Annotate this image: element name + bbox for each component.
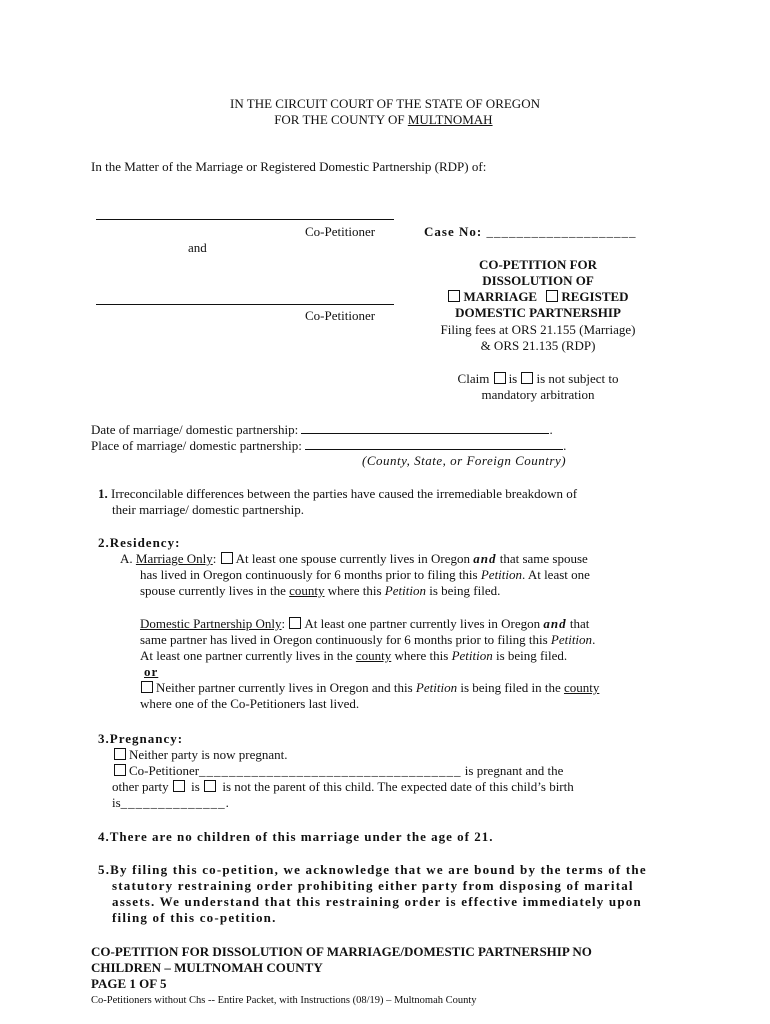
claim-is-not-checkbox[interactable] [521, 372, 533, 384]
section-3-title: 3.Pregnancy: [98, 731, 184, 746]
co-petitioner-1-line[interactable] [96, 205, 394, 220]
place-hint: (County, State, or Foreign Country) [362, 453, 567, 468]
footer-title [91, 944, 592, 992]
place-of-marriage-field[interactable] [305, 437, 563, 450]
section-4: 4.There are no children of this marriage under the age of 21. [98, 829, 494, 844]
residency-marriage-checkbox[interactable] [221, 552, 233, 564]
section-1: 1. Irreconcilable differences between the parties have caused the irremediable breakdown of [98, 486, 578, 501]
pregnancy-parent-line: other party is is not the parent of this child. The expected date of this child’s birth [112, 779, 574, 794]
expected-birth-date-field[interactable]: ______________ [120, 795, 226, 810]
date-of-marriage: Date of marriage/ domestic partnership: . [91, 422, 553, 437]
residency-rdp-line-1: Domestic Partnership Only: At least one partner currently lives in Oregon and that [140, 616, 590, 631]
pregnancy-option-1: Neither party is now pregnant. [113, 747, 287, 763]
is-parent-checkbox[interactable] [173, 780, 185, 792]
claim-is-checkbox[interactable] [494, 372, 506, 384]
footer-note: Co-Petitioners without Chs -- Entire Packet, with Instructions (08/19) – Multnomah County [91, 995, 477, 1006]
section-5-line-2: statutory restraining order prohibiting either party from disposing of marital [112, 878, 634, 893]
footer-title-line-2: CHILDREN – MULTNOMAH COUNTY [91, 960, 323, 975]
filing-fees [425, 322, 651, 354]
neither-pregnant-checkbox[interactable] [114, 748, 126, 760]
title-line-4: DOMESTIC PARTNERSHIP [455, 305, 621, 320]
registed-checkbox[interactable] [546, 290, 558, 302]
footer-title-line-1: CO-PETITION FOR DISSOLUTION OF MARRIAGE/DOMESTIC PARTNERSHIP NO [91, 944, 592, 959]
section-1-line-2: their marriage/ domestic partnership. [112, 502, 305, 517]
residency-rdp-line-3: At least one partner currently lives in the county where this Petition is being filed. [140, 648, 568, 663]
page-number: PAGE 1 OF 5 [91, 976, 167, 991]
is-not-parent-checkbox[interactable] [204, 780, 216, 792]
court-heading [0, 96, 770, 128]
claim-line-2: mandatory arbitration [481, 387, 595, 402]
residency-marriage-line-2: has lived in Oregon continuously for 6 months prior to filing this Petition. At least one [140, 567, 590, 582]
case-no: Case No: ____________________ [424, 224, 637, 239]
document-title [425, 257, 651, 321]
co-petitioner-1-label: Co-Petitioner [305, 224, 376, 239]
case-no-field[interactable]: ____________________ [486, 224, 637, 239]
pregnancy-option-2: Co-Petitioner___________________________________ is pregnant and the [113, 763, 563, 779]
marriage-checkbox[interactable] [448, 290, 460, 302]
place-of-marriage: Place of marriage/ domestic partnership: . [91, 438, 567, 453]
and-label: and [188, 240, 207, 255]
section-5-line-4: filing of this co-petition. [112, 910, 277, 925]
fees-line-2: & ORS 21.135 (RDP) [480, 338, 596, 353]
or-label: or [144, 664, 159, 679]
date-of-marriage-field[interactable] [301, 421, 549, 434]
court-line-1: IN THE CIRCUIT COURT OF THE STATE OF OREGON [230, 96, 540, 111]
section-5-line-3: assets. We understand that this restraining order is effective immediately upon [112, 894, 642, 909]
section-5-line-1: 5.By filing this co-petition, we acknowledge that we are bound by the terms of the [98, 862, 647, 877]
section-2-title: 2.Residency: [98, 535, 181, 550]
residency-marriage-line-1: A. Marriage Only: At least one spouse currently lives in Oregon and that same spouse [120, 551, 588, 566]
court-line-2: FOR THE COUNTY OF MULTNOMAH [274, 112, 493, 127]
title-type-options: MARRIAGE REGISTED [425, 289, 651, 305]
matter-line: In the Matter of the Marriage or Registered Domestic Partnership (RDP) of: [91, 159, 487, 174]
residency-rdp-checkbox[interactable] [289, 617, 301, 629]
co-petitioner-2-line[interactable] [96, 290, 394, 305]
arbitration-claim: Claim is is not subject to mandatory arbitration [425, 371, 651, 403]
residency-neither-line-1: Neither partner currently lives in Oregon and this Petition is being filed in the county [140, 680, 599, 696]
county-name: MULTNOMAH [407, 112, 493, 127]
residency-neither-checkbox[interactable] [141, 681, 153, 693]
title-line-1: CO-PETITION FOR [478, 257, 598, 272]
co-petitioner-2-label: Co-Petitioner [305, 308, 376, 323]
pregnancy-date-line: is______________. [112, 795, 229, 810]
co-petitioner-pregnant-checkbox[interactable] [114, 764, 126, 776]
residency-rdp-line-2: same partner has lived in Oregon continuously for 6 months prior to filing this Petition. [140, 632, 596, 647]
title-line-2: DISSOLUTION OF [482, 273, 594, 288]
residency-neither-line-2: where one of the Co-Petitioners last lived. [140, 696, 360, 711]
fees-line-1: Filing fees at ORS 21.155 (Marriage) [440, 322, 636, 337]
section-5 [98, 862, 647, 926]
residency-marriage-line-3: spouse currently lives in the county where this Petition is being filed. [140, 583, 501, 598]
pregnant-co-petitioner-field[interactable]: ___________________________________ [199, 763, 462, 778]
